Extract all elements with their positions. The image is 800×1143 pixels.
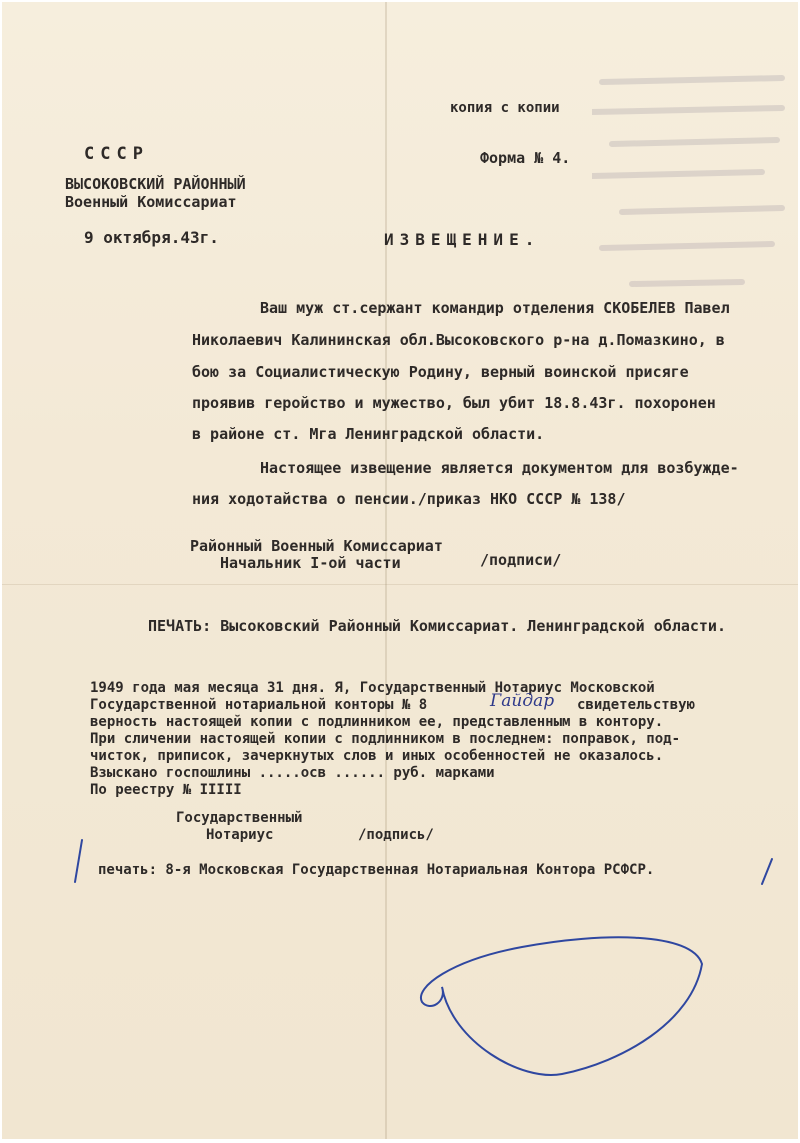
bleed-through-marks: [592, 72, 792, 322]
pen-stroke-right: [762, 859, 772, 884]
body-line: Ваш муж ст.сержант командир отделения СКОБЕЛЕВ Павел: [260, 299, 730, 317]
notary-seal-line: печать: 8-я Московская Государственная Нотариальная Контора РСФСР.: [98, 862, 655, 878]
issuer-office: Военный Комиссариат: [65, 193, 237, 211]
department-head-label: Начальник I-ой части: [220, 554, 401, 572]
form-number: Форма № 4.: [480, 149, 571, 167]
body-line: проявив геройство и мужество, был убит 18.8.43г. похоронен: [192, 394, 716, 412]
issuer-name: ВЫСОКОВСКИЙ РАЙОННЫЙ: [65, 175, 246, 193]
notary-certify-word: свидетельствую: [577, 697, 696, 713]
document-page: [2, 2, 798, 1139]
issue-date: 9 октября.43г.: [84, 228, 219, 247]
copy-mark: копия с копии: [450, 100, 560, 116]
notary-signer-title: Государственный: [176, 810, 303, 826]
body-line: бою за Социалистическую Родину, верный воинской присяге: [192, 363, 689, 381]
stamp-description: ПЕЧАТЬ: Высоковский Районный Комиссариат. Ленинградской области.: [148, 617, 726, 635]
notary-line: верность настоящей копии с подлинником ее, представленным в контору.: [90, 714, 664, 730]
notary-line: По реестру № IIIII: [90, 782, 242, 798]
handwritten-notary-name: Гайдар: [490, 691, 555, 711]
body-line: Николаевич Калининская обл.Высоковского р-на д.Помазкино, в: [192, 331, 725, 349]
notary-line: При сличении настоящей копии с подлинником в последнем: поправок, под-: [90, 731, 681, 747]
document-title: ИЗВЕЩЕНИЕ.: [384, 230, 541, 249]
pension-line: Настоящее извещение является документом для возбужде-: [260, 459, 739, 477]
pen-stroke-left: [75, 840, 82, 882]
notary-line: Государственной нотариальной конторы № 8: [90, 697, 428, 713]
body-line: в районе ст. Мга Ленинградской области.: [192, 425, 545, 443]
country-label: СССР: [84, 144, 149, 164]
pension-line: ния ходотайства о пенсии./приказ НКО СССР № 138/: [192, 490, 626, 508]
notary-signer-role: Нотариус: [206, 827, 274, 843]
commissariat-label: Районный Военный Комиссариат: [190, 537, 443, 555]
signatures-mark: /подписи/: [480, 551, 562, 569]
notary-line: чисток, приписок, зачеркнутых слов и иных особенностей не оказалось.: [90, 748, 664, 764]
notary-signature-mark: /подпись/: [358, 827, 434, 843]
notary-line: Взыскано госпошлины .....осв ...... руб. марками: [90, 765, 495, 781]
notary-line: 1949 года мая месяца 31 дня. Я, Государственный Нотариус Московской: [90, 680, 655, 696]
signature-loop: [421, 937, 702, 1075]
fold-crease-horizontal: [2, 584, 798, 585]
